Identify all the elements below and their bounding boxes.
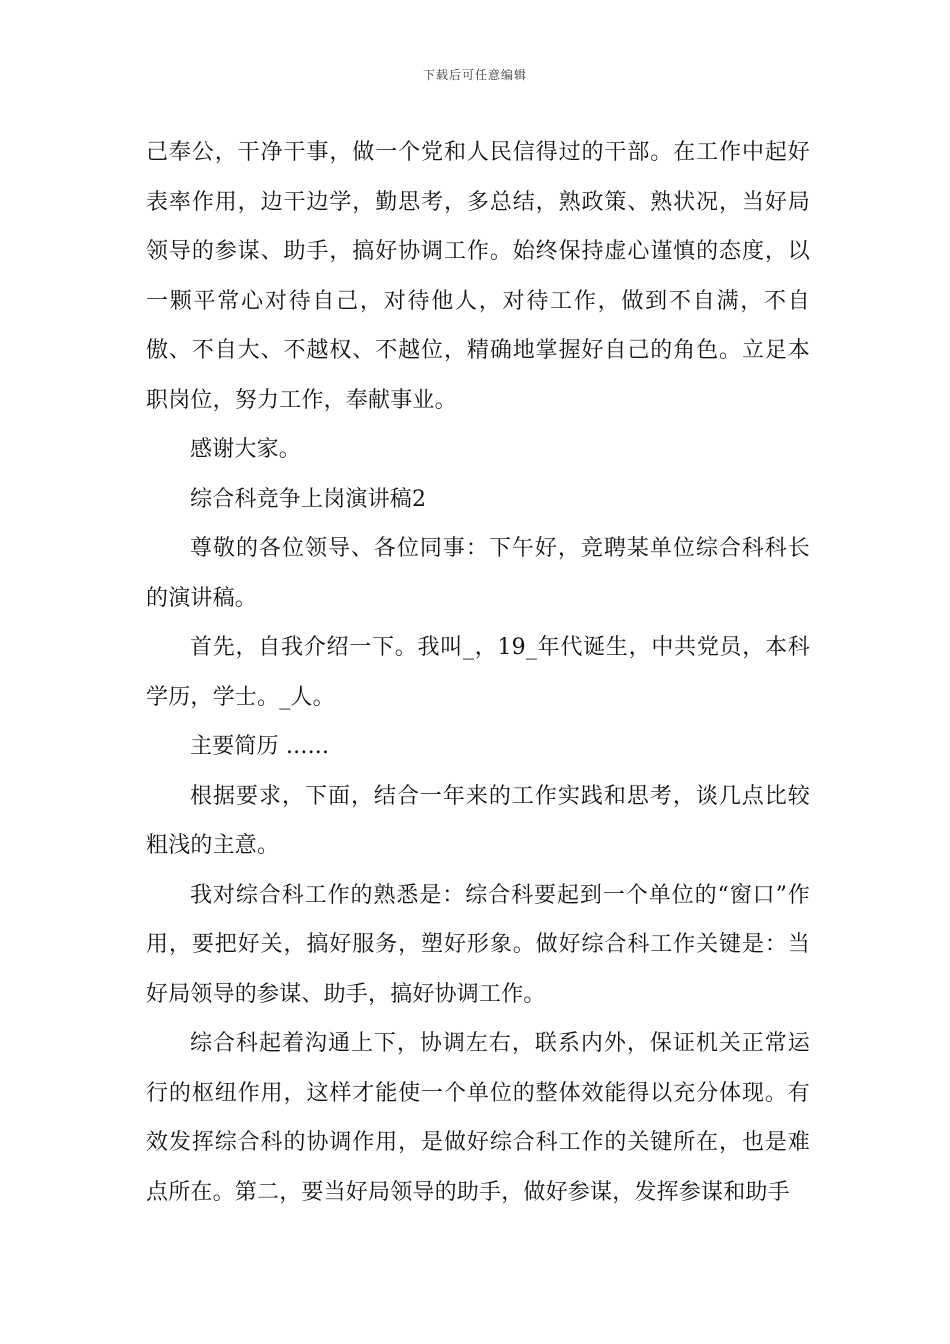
paragraph-5: 主要简历 ...... — [190, 734, 330, 759]
page-header: 下载后可任意编辑 — [422, 68, 527, 82]
document-body — [146, 128, 810, 1217]
paragraph-4: 首先，自我介绍一下。我叫_，19_年代诞生，中共党员，本科学历，学士。_人。 — [146, 635, 810, 710]
paragraph-8: 综合科起着沟通上下，协调左右，联系内外，保证机关正常运行的枢纽作用，这样才能使一个单位的整体效能得以充分体现。有效发挥综合科的协调作用，是做好综合科工作的关键所在，也是难点所在。第二，要当好局领导的助手，做好参谋，发挥参谋和助手 — [146, 1031, 810, 1205]
paragraph-2: 感谢大家。 — [190, 437, 302, 462]
paragraph-3: 尊敬的各位领导、各位同事：下午好，竞聘某单位综合科科长的演讲稿。 — [146, 536, 810, 611]
paragraph-1: 己奉公，干净干事，做一个党和人民信得过的干部。在工作中起好表率作用，边干边学，勤思考，多总结，熟政策、熟状况，当好局领导的参谋、助手，搞好协调工作。始终保持虚心谨慎的态度，以一颗平常心对待自己，对待他人，对待工作，做到不自满，不自傲、不自大、不越权、不越位，精确地掌握好自己的角色。立足本职岗位，努力工作，奉献事业。 — [146, 140, 810, 413]
paragraph-6: 根据要求，下面，结合一年来的工作实践和思考，谈几点比较粗浅的主意。 — [146, 783, 810, 858]
paragraph-7: 我对综合科工作的熟悉是：综合科要起到一个单位的“窗口”作用，要把好关，搞好服务，塑好形象。做好综合科工作关键是：当好局领导的参谋、助手，搞好协调工作。 — [146, 882, 810, 1007]
section-title: 综合科竞争上岗演讲稿2 — [190, 486, 427, 512]
